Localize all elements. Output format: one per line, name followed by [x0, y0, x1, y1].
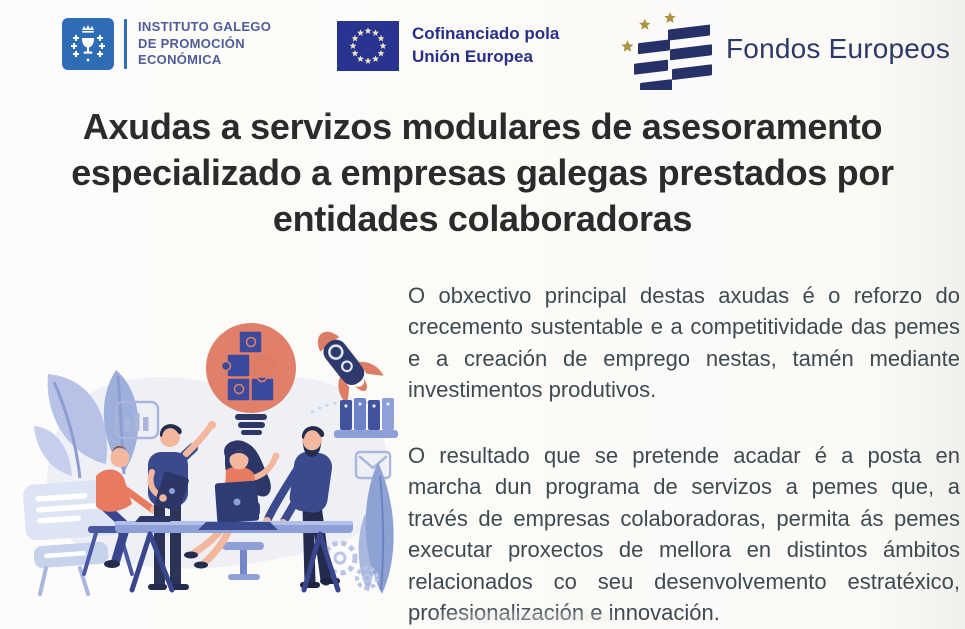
igape-name-line2: DE PROMOCIÓN — [138, 35, 245, 51]
eu-cofinancing-logo — [337, 21, 559, 71]
igape-logo — [62, 18, 271, 70]
fondos-flag-icon — [616, 8, 716, 90]
eu-label-line2: Unión Europea — [412, 47, 533, 66]
eu-flag-icon — [337, 21, 399, 71]
eu-label-line1: Cofinanciado pola — [412, 24, 560, 44]
fondos-label: Fondos Europeos — [726, 33, 951, 64]
team-collaboration-illustration — [20, 306, 402, 603]
title-line-2: especializado a empresas galegas prestados por — [71, 152, 894, 194]
shelf-binders-icon — [334, 398, 398, 438]
igape-name-line1: INSTITUTO GALEGO — [138, 18, 272, 34]
title-line-3: entidades colaboradoras — [272, 198, 693, 240]
body-text-column — [408, 280, 960, 629]
igape-name-line3: ECONÓMICA — [138, 52, 222, 68]
scan-artifact — [430, 612, 620, 621]
igape-name — [138, 19, 271, 70]
igape-emblem-icon — [62, 18, 114, 70]
page-title — [20, 104, 945, 242]
illustration-canvas — [20, 306, 402, 598]
igape-separator — [124, 19, 127, 69]
eu-cofinancing-label — [412, 23, 559, 69]
paragraph-objective: O obxectivo principal destas axudas é o reforzo do crecemento sustentable e a competitividade das pemes e a creación de emprego nestas, tamén mediante investimentos produtivos. — [408, 283, 960, 403]
background-blob — [47, 377, 387, 568]
paragraph-result: O resultado que se pretende acadar é a posta en marcha dun programa de servizos a pemes que, a través de empresas colaboradoras, permita ás pemes executar proxectos de mellora en distintos ámbitos relacionados co seu desenvolvemento estratéxico, profesionalización e innovación. — [408, 442, 960, 626]
small-laptop-icon — [135, 516, 175, 522]
title-line-1: Axudas a servizos modulares de asesoramento — [82, 106, 883, 147]
fondos-europeos-logo — [616, 8, 950, 90]
